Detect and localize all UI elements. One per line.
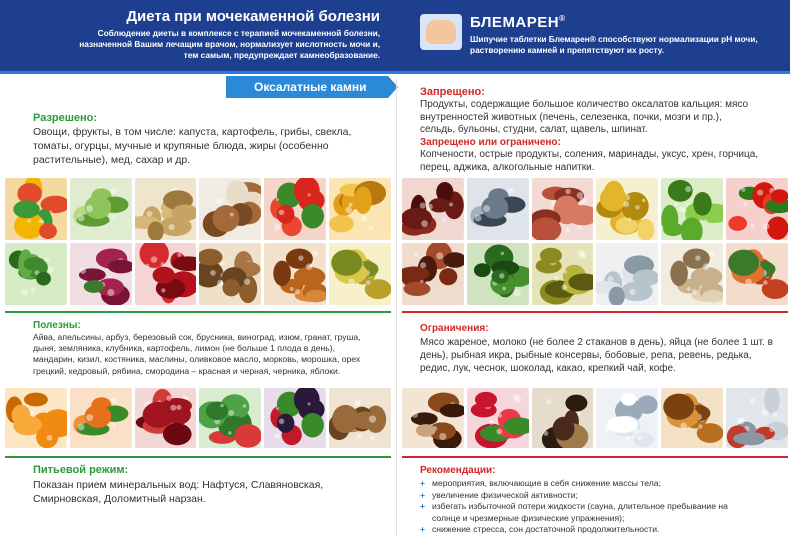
beets-photo [70,243,132,305]
kidneys-photo [532,178,594,240]
column-divider [396,78,397,536]
list-item: + избегать избыточной потери жидкости (сауна, длительное пребывание на [420,501,728,512]
useful-photos [5,388,391,448]
potatoes-photo [135,178,197,240]
buckwheat-photo [199,243,261,305]
forbidden-text: Продукты, содержащие большое количество оксалатов кальция: мясо внутренностей животных (печень, селезенка, почки, мозги и пр.), сельдь, бульоны, студни, салат, щавель, шпинат. [420,99,749,135]
dried-fruit-photo [264,243,326,305]
drinking-text: Показан прием минеральных вод: Нафтуся, Славяновская, Смирновская, Доломитный нарзан. [33,479,324,505]
useful-text: Айва, апельсины, арбуз, березовый сок, брусника, виноград, изюм, гранат, груша, дыня, земляника, клубника, картофель, лимон (не больше 1 плода в день), мандарин, кизил, костяника, маслины, оливковое масло, морковь, морошка, орех грецкий, кедровый, рябина, смородина – красная и черная, черника, яблоки. [33,332,361,376]
watermelon-photo [199,388,261,448]
red-rule-2 [402,456,788,458]
broth-photo [596,178,658,240]
tomatoes-photo [264,178,326,240]
forbidden-title: Запрещено: [420,86,485,98]
honey-photo [329,178,391,240]
list-item: солнце и чрезмерные физические упражнения); [432,512,625,523]
useful-title: Полезны: [33,320,81,331]
coffee-photo [402,388,464,448]
intro-line-3: тем самым, предупреждает камнеобразование. [183,50,380,60]
forbidden-photos [402,178,788,305]
allowed-photos [5,178,391,305]
horseradish-photo [661,243,723,305]
allowed-text: Овощи, фрукты, в том числе: капуста, картофель, грибы, свекла, томаты, огурцы, мучные и крупяные блюда, жиры (особенно растительные), мед, сахар и др. [33,126,352,166]
list-item: + мероприятия, включающие в себя снижение массы тела; [420,478,661,488]
herring-photo [467,178,529,240]
restrictions-title: Ограничения: [420,323,489,334]
recommendations-list [420,478,780,536]
carrots-photo [70,388,132,448]
list-item: + увеличение физической активности; [420,489,578,500]
cranberries-photo [135,243,197,305]
list-item: + снижение стресса, сон достаточной продолжительности. [420,524,660,535]
page-title: Диета при мочекаменной болезни [126,8,380,25]
green-rule-2 [5,456,391,458]
red-rule [402,311,788,313]
pepper-salad-photo [5,178,67,240]
brand-name: БЛЕМАРЕН® [470,14,566,31]
preserves-photo [726,243,788,305]
walnuts-photo [329,388,391,448]
olive-oil-photo [329,243,391,305]
chili-peppers-photo [726,178,788,240]
limited-title: Запрещено или ограничено: [420,137,561,148]
currants-photo [264,388,326,448]
fried-meat-photo [661,388,723,448]
drinking-title: Питьевой режим: [33,464,129,476]
intro-line-2: назначенной Вашим лечащим врачом, нормализует кислотность мочи и, [79,39,380,49]
cabbage-photo [70,178,132,240]
spinach-photo [467,243,529,305]
vinegar-photo [596,243,658,305]
product-image-icon [420,14,462,50]
liver-photo [402,178,464,240]
header-bar [0,0,790,74]
beans-photo [532,388,594,448]
lettuce-photo [661,178,723,240]
green-rule [5,311,391,313]
oranges-photo [5,388,67,448]
milk-photo [596,388,658,448]
pomegranate-photo [135,388,197,448]
allowed-title: Разрешено: [33,112,98,124]
header-intro [40,8,380,61]
restrictions-photos [402,388,788,448]
smoked-meat-photo [402,243,464,305]
canned-fish-photo [726,388,788,448]
radishes-photo [467,388,529,448]
section-banner: Оксалатные камни [226,76,388,98]
pickles-photo [532,243,594,305]
intro-line-1: Соблюдение диеты в комплексе с терапией мочекаменной болезни, [97,28,380,38]
brand-text: Шипучие таблетки Блемарен® способствуют нормализации pH мочи, растворению камней и препятствуют их росту. [470,34,758,55]
limited-text: Копчености, острые продукты, соления, маринады, уксус, хрен, горчица, перец, аджика, алкогольные напитки. [420,149,759,173]
restrictions-text: Мясо жареное, молоко (не более 2 стаканов в день), яйца (не более 1 шт. в день), рыбная икра, рыбные консервы, бобовые, репа, ревень, редька, редис, лук, чеснок, шоколад, какао, крепкий чай, кофе. [420,337,773,374]
recommendations-title: Рекомендации: [420,465,496,476]
cucumbers-photo [5,243,67,305]
mushrooms-photo [199,178,261,240]
